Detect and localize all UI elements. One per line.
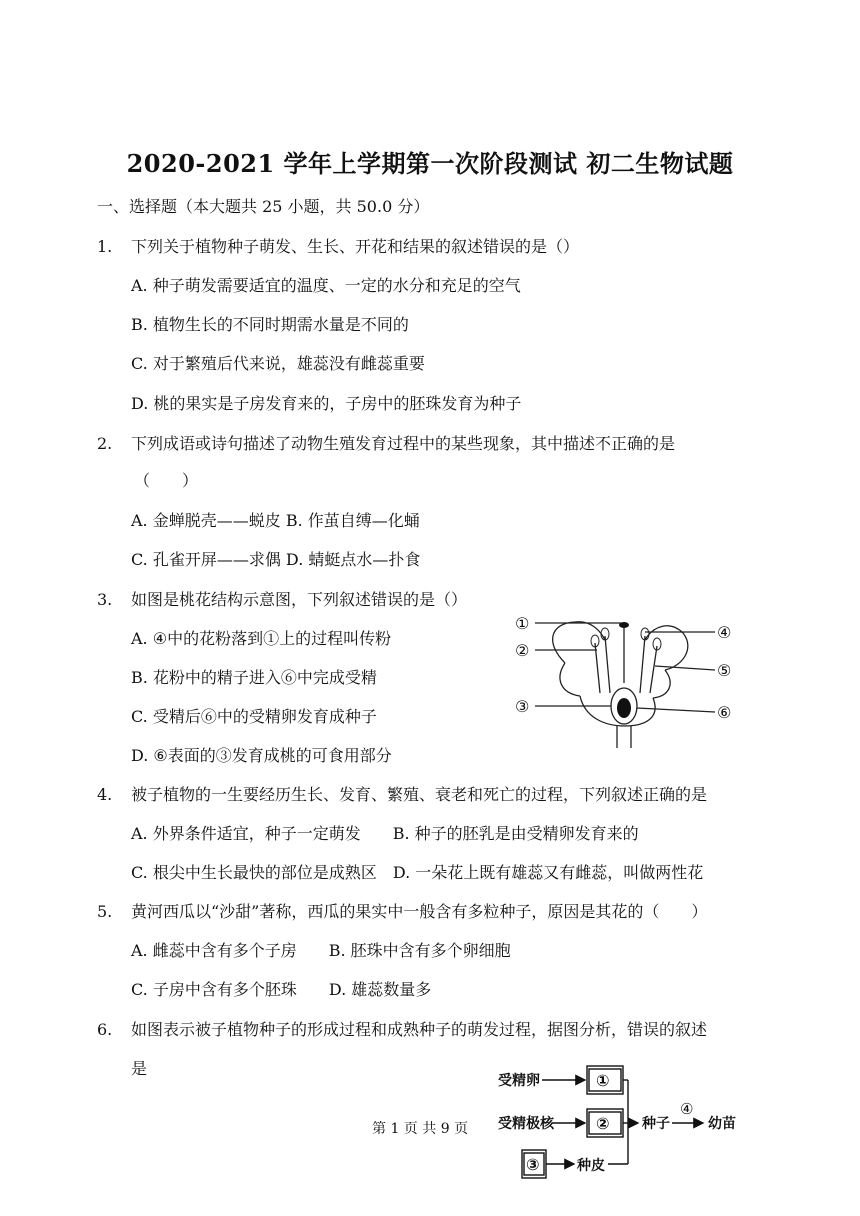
- label-zygote: 受精卵: [498, 1073, 540, 1089]
- label-box-2: ②: [596, 1114, 610, 1133]
- filaments: [595, 636, 657, 693]
- question-number: 3.: [97, 590, 113, 609]
- section-heading: 一、选择题（本大题共 25 小题，共 50.0 分）: [97, 197, 430, 216]
- stigma: [619, 622, 629, 628]
- label-2: ②: [515, 641, 530, 660]
- label-1: ①: [515, 614, 530, 633]
- option-d: D. 桃的果实是子房发育来的，子房中的胚珠发育为种子: [131, 394, 522, 413]
- question-stem-continued: 是: [131, 1059, 148, 1078]
- option-b: B. 植物生长的不同时期需水量是不同的: [131, 315, 409, 334]
- seed-formation-diagram: [496, 1064, 756, 1214]
- label-box-1: ①: [596, 1071, 610, 1090]
- option-cd: C. 孔雀开屏——求偶 D. 蜻蜓点水—扑食: [131, 550, 421, 569]
- option-ab: A. 金蝉脱壳——蜕皮 B. 作茧自缚—化蛹: [131, 511, 420, 530]
- question-stem: 被子植物的一生要经历生长、发育、繁殖、衰老和死亡的过程，下列叙述正确的是: [131, 785, 708, 804]
- label-box-3: ③: [526, 1155, 540, 1174]
- petal-left: [553, 622, 605, 663]
- option-ab: A. 外界条件适宜，种子一定萌发 B. 种子的胚乳是由受精卵发育来的: [131, 824, 639, 843]
- option-ab: A. 雌蕊中含有多个子房 B. 胚珠中含有多个卵细胞: [131, 941, 511, 960]
- label-4: ④: [717, 623, 732, 642]
- option-cd: C. 根尖中生长最快的部位是成熟区 D. 一朵花上既有雄蕊又有雌蕊，叫做两性花: [131, 863, 704, 882]
- label-step-4: ④: [680, 1100, 694, 1118]
- option-c: C. 受精后⑥中的受精卵发育成种子: [131, 707, 377, 726]
- label-seed-coat: 种皮: [577, 1158, 605, 1174]
- option-d: D. ⑥表面的③发育成桃的可食用部分: [131, 746, 392, 765]
- option-a: A. ④中的花粉落到①上的过程叫传粉: [131, 629, 392, 648]
- option-c: C. 对于繁殖后代来说，雄蕊没有雌蕊重要: [131, 354, 425, 373]
- question-number: 4.: [97, 785, 113, 804]
- option-cd: C. 子房中含有多个胚珠 D. 雄蕊数量多: [131, 980, 432, 999]
- pedicel: [617, 726, 631, 748]
- question-stem: 下列关于植物种子萌发、生长、开花和结果的叙述错误的是（）: [131, 237, 580, 256]
- label-seed: 种子: [642, 1116, 670, 1132]
- question-stem: 如图是桃花结构示意图，下列叙述错误的是（）: [131, 590, 468, 609]
- sepal-left: [560, 663, 580, 696]
- question-stem: 黄河西瓜以“沙甜”著称，西瓜的果实中一般含有多粒种子，原因是其花的（ ）: [131, 902, 708, 921]
- question-number: 2.: [97, 434, 113, 453]
- question-number: 5.: [97, 902, 113, 921]
- peach-flower-diagram: [505, 608, 745, 750]
- question-number: 6.: [97, 1020, 113, 1039]
- label-polar-nucleus: 受精极核: [498, 1116, 554, 1132]
- page-title: 2020-2021 学年上学期第一次阶段测试 初二生物试题: [126, 149, 734, 178]
- label-seedling: 幼苗: [708, 1116, 736, 1132]
- question-number: 1.: [97, 237, 113, 256]
- question-stem: 下列成语或诗句描述了动物生殖发育过程中的某些现象，其中描述不正确的是: [131, 434, 676, 453]
- label-5: ⑤: [717, 661, 732, 680]
- question-stem: 如图表示被子植物种子的形成过程和成熟种子的萌发过程，据图分析，错误的叙述: [131, 1020, 708, 1039]
- answer-blank: （ ）: [134, 471, 199, 490]
- ovule: [617, 698, 631, 718]
- option-a: A. 种子萌发需要适宜的温度、一定的水分和充足的空气: [131, 276, 521, 295]
- label-3: ③: [515, 697, 530, 716]
- label-6: ⑥: [717, 703, 732, 722]
- page-footer: 第 1 页 共 9 页: [372, 1121, 469, 1137]
- sepal-right: [653, 670, 670, 698]
- option-b: B. 花粉中的精子进入⑥中完成受精: [131, 668, 377, 687]
